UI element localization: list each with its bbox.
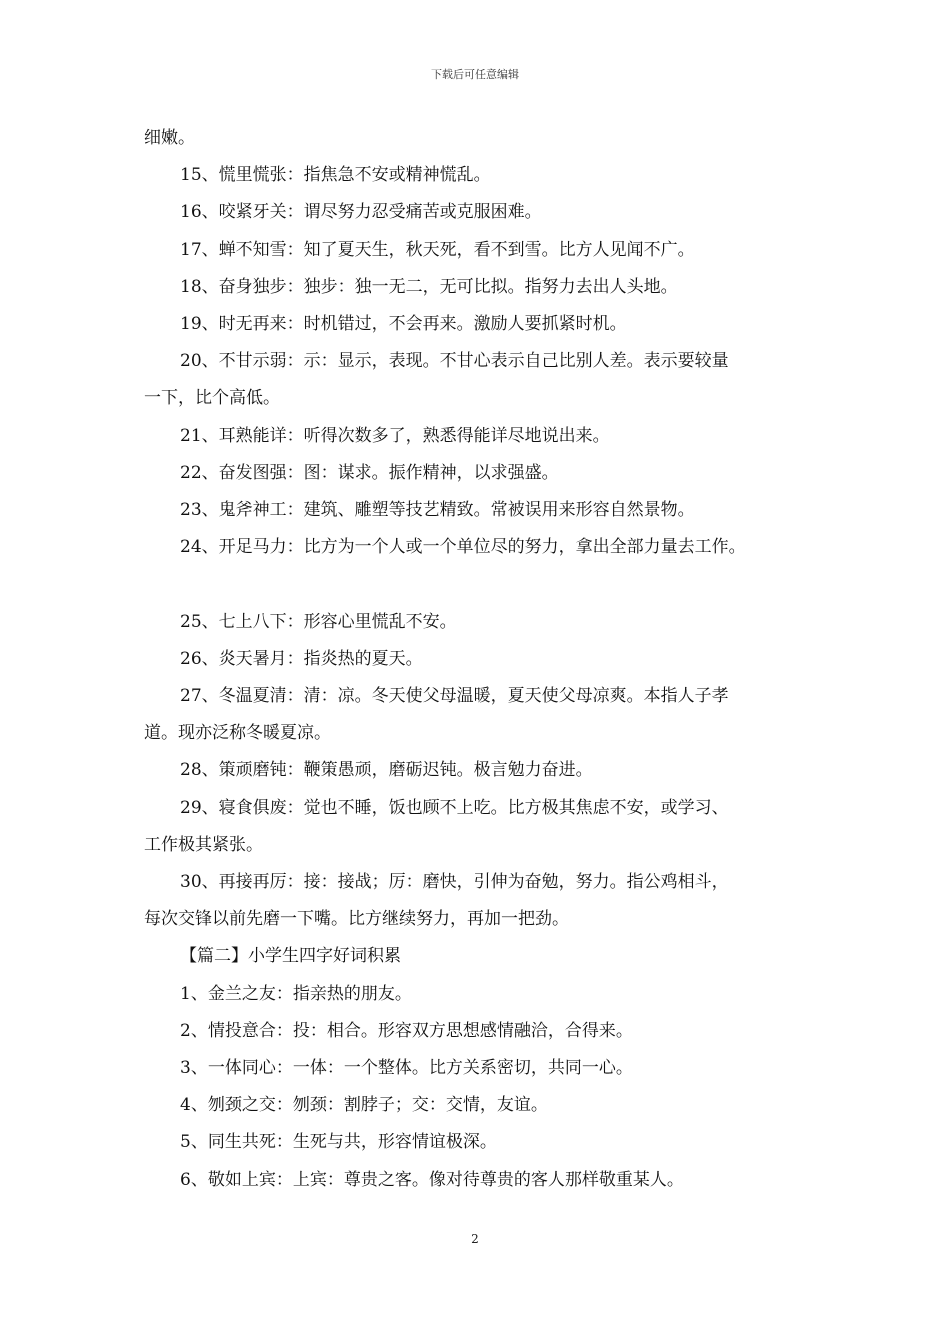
paragraph-line: 27、冬温夏清：清：凉。冬天使父母温暖，夏天使父母凉爽。本指人子孝 xyxy=(180,686,729,707)
paragraph-line: 25、七上八下：形容心里慌乱不安。 xyxy=(180,611,457,632)
paragraph-line: 26、炎天暑月：指炎热的夏天。 xyxy=(180,648,423,669)
page-number: 2 xyxy=(471,1232,479,1246)
paragraph-line: 工作极其紧张。 xyxy=(144,834,263,855)
blank-line xyxy=(144,566,824,603)
paragraph-line: 28、策顽磨钝：鞭策愚顽，磨砺迟钝。极言勉力奋进。 xyxy=(180,760,593,781)
paragraph-line: 细嫩。 xyxy=(144,128,195,148)
paragraph-line: 29、寝食俱废：觉也不睡，饭也顾不上吃。比方极其焦虑不安，或学习、 xyxy=(180,797,729,818)
paragraph-line: 道。现亦泛称冬暖夏凉。 xyxy=(144,723,331,744)
document-body xyxy=(144,120,824,1199)
paragraph-line: 19、时无再来：时机错过，不会再来。激励人要抓紧时机。 xyxy=(180,314,627,335)
page-header: 下载后可任意编辑 xyxy=(431,68,519,81)
paragraph-line: 16、咬紧牙关：谓尽努力忍受痛苦或克服困难。 xyxy=(180,202,542,223)
paragraph-line: 23、鬼斧神工：建筑、雕塑等技艺精致。常被误用来形容自然景物。 xyxy=(180,500,695,521)
paragraph-line: 22、奋发图强：图：谋求。振作精神，以求强盛。 xyxy=(180,462,559,483)
section-heading: 【篇二】小学生四字好词积累 xyxy=(180,946,401,967)
paragraph-line: 24、开足马力：比方为一个人或一个单位尽的努力，拿出全部力量去工作。 xyxy=(180,537,746,558)
paragraph-line: 20、不甘示弱：示：显示，表现。不甘心表示自己比别人差。表示要较量 xyxy=(180,351,729,372)
paragraph-line: 5、同生共死：生死与共，形容情谊极深。 xyxy=(180,1132,497,1153)
paragraph-line: 21、耳熟能详：听得次数多了，熟悉得能详尽地说出来。 xyxy=(180,425,610,446)
paragraph-line: 一下，比个高低。 xyxy=(144,388,280,409)
paragraph-line: 3、一体同心：一体：一个整体。比方关系密切，共同一心。 xyxy=(180,1058,633,1079)
paragraph-line: 18、奋身独步：独步：独一无二，无可比拟。指努力去出人头地。 xyxy=(180,276,678,297)
paragraph-line: 4、刎颈之交：刎颈：割脖子；交：交情，友谊。 xyxy=(180,1095,548,1116)
paragraph-line: 每次交锋以前先磨一下嘴。比方继续努力，再加一把劲。 xyxy=(144,909,569,930)
paragraph-line: 30、再接再厉：接：接战；厉：磨快，引伸为奋勉，努力。指公鸡相斗， xyxy=(180,872,729,893)
paragraph-line: 15、慌里慌张：指焦急不安或精神慌乱。 xyxy=(180,165,491,186)
paragraph-line: 17、蝉不知雪：知了夏天生，秋天死，看不到雪。比方人见闻不广。 xyxy=(180,239,695,260)
paragraph-line: 6、敬如上宾：上宾：尊贵之客。像对待尊贵的客人那样敬重某人。 xyxy=(180,1169,684,1190)
paragraph-line: 2、情投意合：投：相合。形容双方思想感情融洽，合得来。 xyxy=(180,1020,633,1041)
paragraph-line: 1、金兰之友：指亲热的朋友。 xyxy=(180,983,412,1004)
